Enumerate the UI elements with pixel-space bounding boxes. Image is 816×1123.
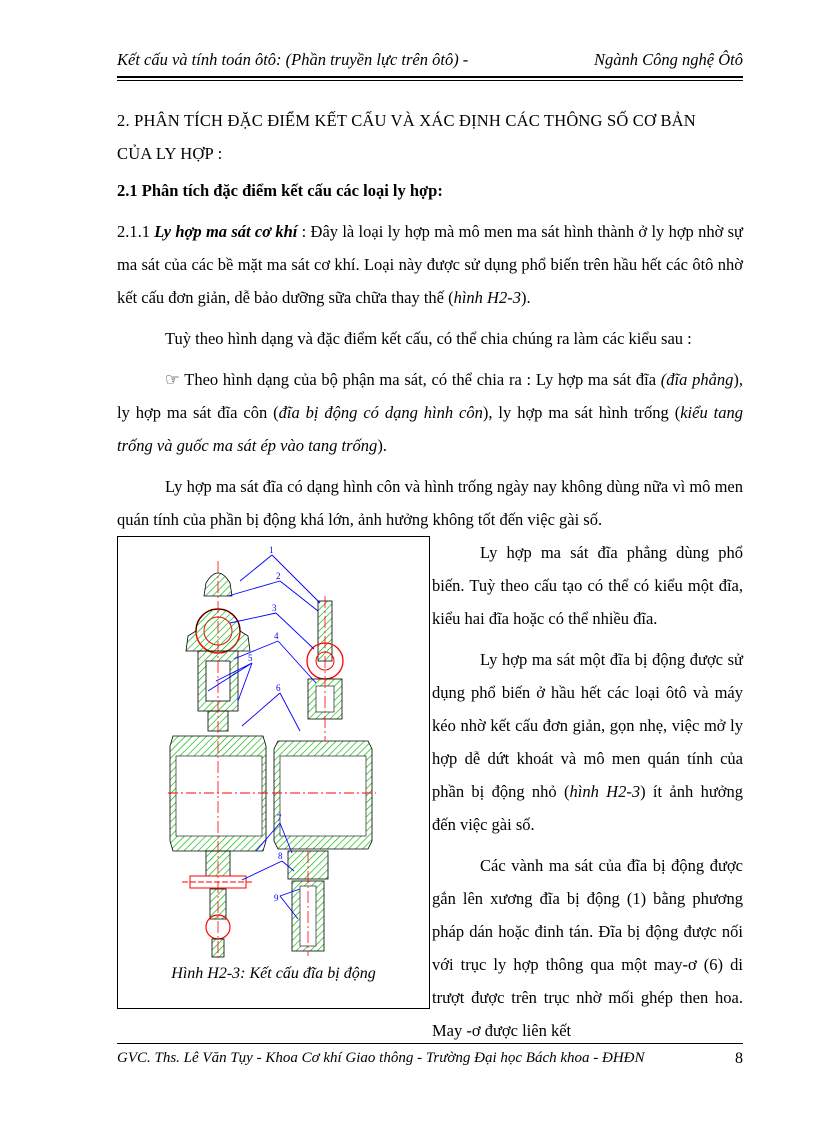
header-rule-thin (117, 80, 743, 81)
page-header (117, 48, 743, 76)
clutch-disc-drawing (168, 541, 388, 961)
paragraph-text-a: : Đây là loại ly hợp mà mô men ma sát hình thành ở ly hợp nhờ sự ma sát của các bề mặt ma sát cơ khí. Loại này được sử dụng phổ biến trên hầu hết các ôtô nhờ kết cấu đơn giản, dễ bảo dưỡng sữa chữa thay thế ( (117, 222, 743, 307)
figure-ref-2: hình H2-3 (569, 782, 641, 801)
paragraph-friction-rings: Các vành ma sát của đĩa bị động được gắn lên xương đĩa bị động (1) bằng phương pháp dán hoặc đinh tán. Đĩa bị động được nối với trục ly hợp thông qua một may-ơ (6) di trượt được trên trục nhờ mối ghép then hoa. May -ơ được liên kết (432, 856, 743, 1040)
part-label-8: 8 (278, 851, 283, 861)
term-mechanical-clutch: Ly hợp ma sát cơ khí (154, 222, 298, 241)
part-label-4: 4 (274, 631, 279, 641)
right-section-view (272, 596, 376, 956)
section-heading-line2: CỦA LY HỢP : (117, 144, 223, 163)
part-label-6: 6 (276, 683, 281, 693)
part-label-3: 3 (272, 603, 277, 613)
paragraph-bullet-shape: ☞ Theo hình dạng của bộ phận ma sát, có thể chia ra : Ly hợp ma sát đĩa (đĩa phẳng), ly hợp ma sát đĩa côn (đĩa bị động có dạng hình côn), ly hợp ma sát hình trống (kiểu tang trống và guốc ma sát ép vào tang trống). (117, 370, 743, 455)
figure-caption: Hình H2-3: Kết cấu đĩa bị động (171, 965, 376, 982)
subsection-heading: 2.1 Phân tích đặc điểm kết cấu các loại ly hợp: (117, 181, 443, 200)
section-heading (117, 104, 743, 170)
paragraph-classification: Tuỳ theo hình dạng và đặc điểm kết cấu, có thể chia chúng ra làm các kiểu sau : (165, 329, 692, 348)
header-left-title: Kết cấu và tính toán ôtô: (Phần truyền lực trên ôtô) - (117, 50, 469, 69)
header-rule-thick (117, 76, 743, 78)
figure-box (117, 536, 430, 1009)
part-label-9: 9 (274, 893, 279, 903)
page-number: 8 (735, 1050, 743, 1067)
left-section-view (168, 561, 268, 961)
pointing-hand-icon: ☞ (165, 370, 180, 389)
right-text-column (432, 536, 743, 1047)
main-content (117, 104, 743, 536)
paragraph-single-disc: Ly hợp ma sát một đĩa bị động được sử dụng phổ biến ở hầu hết các loại ôtô và máy kéo nhờ kết cấu đơn giản, gọn nhẹ, việc mở ly hợp dễ dứt khoát và mô men quán tính của phần bị động nhỏ (hình H2-3) ít ảnh hưởng đến việc gài số. (432, 650, 744, 834)
part-label-1: 1 (269, 545, 274, 555)
paragraph-cone-drum: Ly hợp ma sát đĩa có dạng hình côn và hình trống ngày nay không dùng nữa vì mô men quán tính của phần bị động khá lớn, ảnh hưởng không tốt đến việc gài số. (117, 477, 743, 529)
part-label-2: 2 (276, 571, 281, 581)
part-label-5: 5 (248, 653, 253, 663)
page-footer (117, 1050, 743, 1074)
part-label-7: 7 (277, 813, 282, 823)
paragraph-number: 2.1.1 (117, 222, 155, 241)
section-heading-line1: 2. PHÂN TÍCH ĐẶC ĐIỂM KẾT CẤU VÀ XÁC ĐỊNH CÁC THÔNG SỐ CƠ BẢN (117, 111, 696, 130)
paragraph-text-b: ). (520, 288, 531, 307)
footer-rule (117, 1043, 743, 1044)
paragraph-mechanical-clutch (117, 215, 743, 314)
figure-ref: hình H2-3 (453, 288, 521, 307)
paragraph-flat-disc: Ly hợp ma sát đĩa phẳng dùng phổ biến. Tuỳ theo cấu tạo có thể có kiểu một đĩa, kiểu hai đĩa hoặc có thể nhiều đĩa. (432, 543, 743, 628)
footer-author: GVC. Ths. Lê Văn Tụy - Khoa Cơ khí Giao thông - Trường Đại học Bách khoa - ĐHĐN (117, 1050, 645, 1066)
header-right-title: Ngành Công nghệ Ôtô (594, 50, 743, 69)
figure-and-text-row (117, 536, 744, 1040)
